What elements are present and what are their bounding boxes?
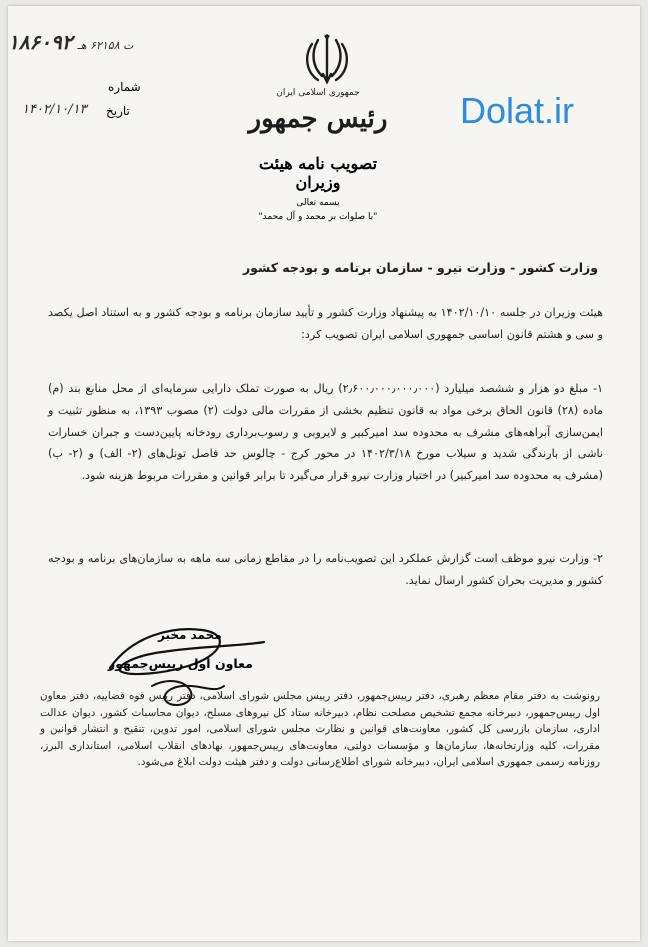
republic-caption: جمهوری اسلامی ایران (276, 88, 360, 98)
intro-paragraph: هیئت وزیران در جلسه ۱۴۰۲/۱۰/۱۰ به پیشنهاد وزارت کشور و تأیید سازمان برنامه و بودجه کشور و به استناد اصل یکصد و سی و هشتم قانون اساسی جمهوری اسلامی ایران تصویب کرد: (48, 306, 603, 341)
date-value: ۱۴۰۲/۱۰/۱۳ (22, 102, 87, 117)
item-2-paragraph: ۲- وزارت نیرو موظف است گزارش عملکرد این تصویب‌نامه را در مقاطع زمانی سه ماهه به سازمان‌های برنامه و بودجه کشور و مدیریت بحران کشور ارسال نماید. (48, 552, 603, 587)
bismillah-line: بسمه تعالی (296, 198, 340, 208)
signer-name: محمد مخبر (158, 628, 222, 642)
date-label: تاریخ (106, 104, 130, 118)
copy-recipients: رونوشت به دفتر مقام معظم رهبری، دفتر رییس‌جمهور، دفتر رییس مجلس شورای اسلامی، دفتر رییس قوه قضاییه، دفتر معاون اول رییس‌جمهور، دبیرخانه مجمع تشخیص مصلحت نظام، دبیرخانه ستاد کل نیروهای مسلح، دیوان محاسبات کشور، دیوان عدالت اداری، سازمان بازرسی کل کشور، معاونت‌های قوانین و نظارت مجلس شورای اسلامی، امور تدوین، تنقیح و انتشار قوانین و مقررات، کلیه وزارتخانه‌ها، سازمان‌ها و مؤسسات دولتی، معاونت‌های رییس‌جمهور، نهادهای انقلاب اسلامی، استانداری البرز، روزنامه رسمی جمهوری اسلامی ایران، دبیرخانه شورای اطلاع‌رسانی دولت و دفتر هیئت دولت ابلاغ می‌شود. (40, 690, 600, 769)
document-page (8, 6, 640, 941)
addressees: وزارت کشور - وزارت نیرو - سازمان برنامه و بودجه کشور (242, 260, 598, 275)
iran-emblem-icon (302, 34, 352, 88)
item-1-paragraph: ۱- مبلغ دو هزار و ششصد میلیارد (۲٫۶۰۰٫۰۰۰٫۰۰۰٫۰۰۰) ریال به صورت تملک دارایی سرمایه‌ای از محل منابع بند (م) ماده (۲۸) قانون الحاق برخی مواد به قانون تنظیم بخشی از مقررات مالی دولت (۲) مصوب ۱۳۹۳، به منظور تثبیت و ایمن‌سازی آبراهه‌های مشرف به محدوده سد امیرکبیر و لایروبی و رسوب‌برداری رودخانه پایین‌دست و جبران خسارات ناشی از بارندگی شدید و سیلاب مورخ ۱۴۰۲/۳/۱۸ در محور کرج - چالوس حد فاصل تونل‌های (۲- الف) و (۲- ب) (مشرف به محدوده سد امیرکبیر) در اختیار وزارت نیرو قرار می‌گیرد تا برابر قوانین و مقررات مربوط هزینه شود. (48, 382, 603, 483)
watermark: Dolat.ir (460, 90, 575, 131)
serial-number: ۱۸۶۰۹۲ (8, 30, 73, 54)
signer-title: معاون اول رییس‌جمهور (108, 656, 253, 671)
resolution-title: تصویب نامه هیئت وزیران (258, 154, 378, 192)
letter-number: ت ۶۲۱۵۸ هـ (77, 39, 134, 52)
number-label: شماره (108, 80, 141, 94)
president-heading: رئیس جمهور (248, 104, 388, 134)
salawat-line: "با صلوات بر محمد و آل محمد" (258, 212, 378, 222)
reference-numbers (8, 30, 168, 54)
